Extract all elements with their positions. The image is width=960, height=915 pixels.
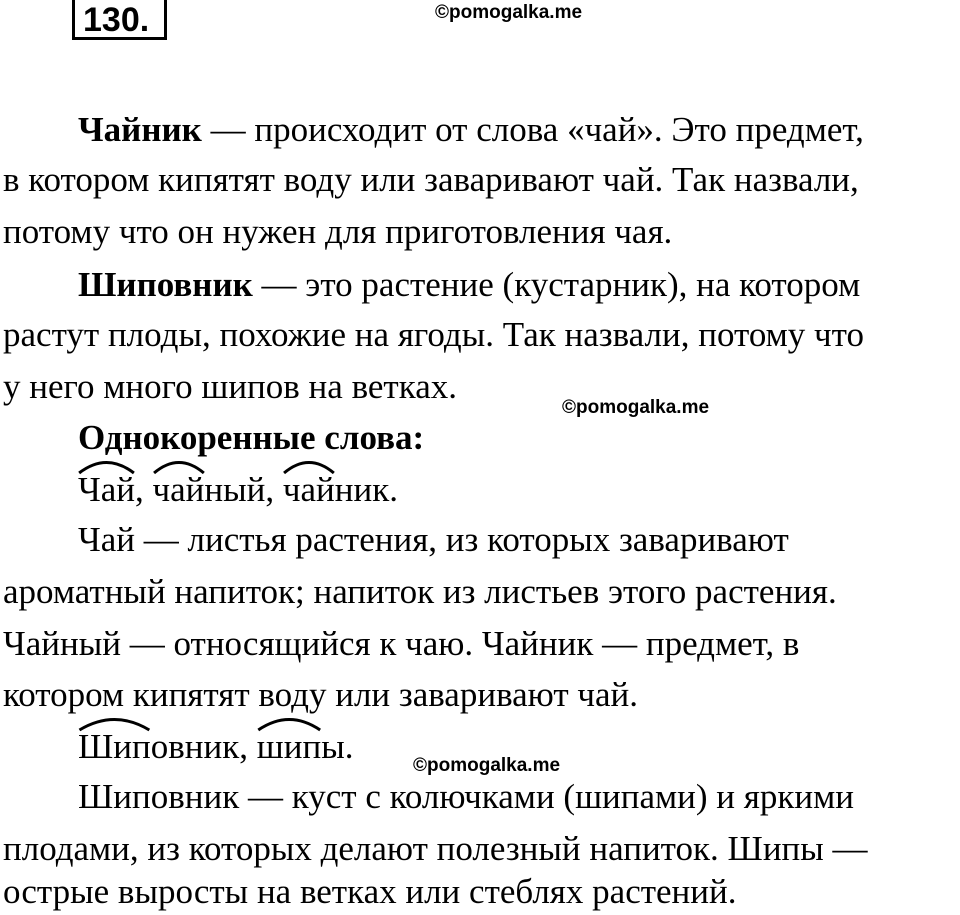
- root-ship-1: Шип: [78, 727, 151, 767]
- root-chai-3: чай: [283, 470, 335, 510]
- thorn-line-1: Шиповник — куст с колючками (шипами) и яркими: [78, 777, 854, 816]
- root-arc-icon: [78, 717, 151, 731]
- rosehip-line-1: Шиповник — это растение (кустарник), на котором: [78, 265, 861, 304]
- task-number-dot: .: [139, 1, 150, 39]
- watermark: ©pomogalka.me: [435, 2, 583, 23]
- root-arc-icon: [257, 717, 321, 731]
- kettle-line-3: потому что он нужен для приготовления чая.: [3, 212, 673, 251]
- root-arc-icon: [283, 460, 335, 474]
- rosehip-line-2: растут плоды, похожие на ягоды. Так назвали, потому что: [3, 315, 864, 354]
- kettle-line-1: Чайник — происходит от слова «чай». Это предмет,: [78, 110, 864, 149]
- tea-line-1: Чай — листья растения, из которых заваривают: [78, 520, 789, 559]
- watermark: ©pomogalka.me: [562, 397, 710, 418]
- task-number-box: [72, 0, 167, 40]
- rosehip-line-3: у него много шипов на ветках.: [3, 367, 457, 406]
- thorn-line-2: плодами, из которых делают полезный напиток. Шипы —: [3, 829, 868, 868]
- thorn-cognates-line: Шиповник, шипы.: [78, 727, 353, 767]
- watermark: ©pomogalka.me: [413, 755, 561, 776]
- tea-line-3: Чайный — относящийся к чаю. Чайник — предмет, в: [3, 624, 800, 663]
- term-rosehip: Шиповник: [78, 265, 253, 304]
- root-chai-1: Чай: [78, 470, 135, 510]
- root-arc-icon: [78, 460, 135, 474]
- cognates-heading: Однокоренные слова:: [78, 418, 425, 457]
- tea-cognates-line: Чай, чайный, чайник.: [78, 470, 398, 510]
- kettle-line-2: в котором кипятят воду или заваривают чай. Так назвали,: [3, 160, 859, 199]
- root-chai-2: чай: [153, 470, 205, 510]
- root-arc-icon: [153, 460, 205, 474]
- tea-line-4: котором кипятят воду или заваривают чай.: [3, 675, 639, 714]
- thorn-line-3: острые выросты на ветках или стеблях растений.: [3, 872, 737, 911]
- task-number: 130: [83, 1, 140, 39]
- term-kettle: Чайник: [78, 110, 202, 149]
- root-ship-2: шип: [257, 727, 321, 767]
- tea-line-2: ароматный напиток; напиток из листьев этого растения.: [3, 572, 837, 611]
